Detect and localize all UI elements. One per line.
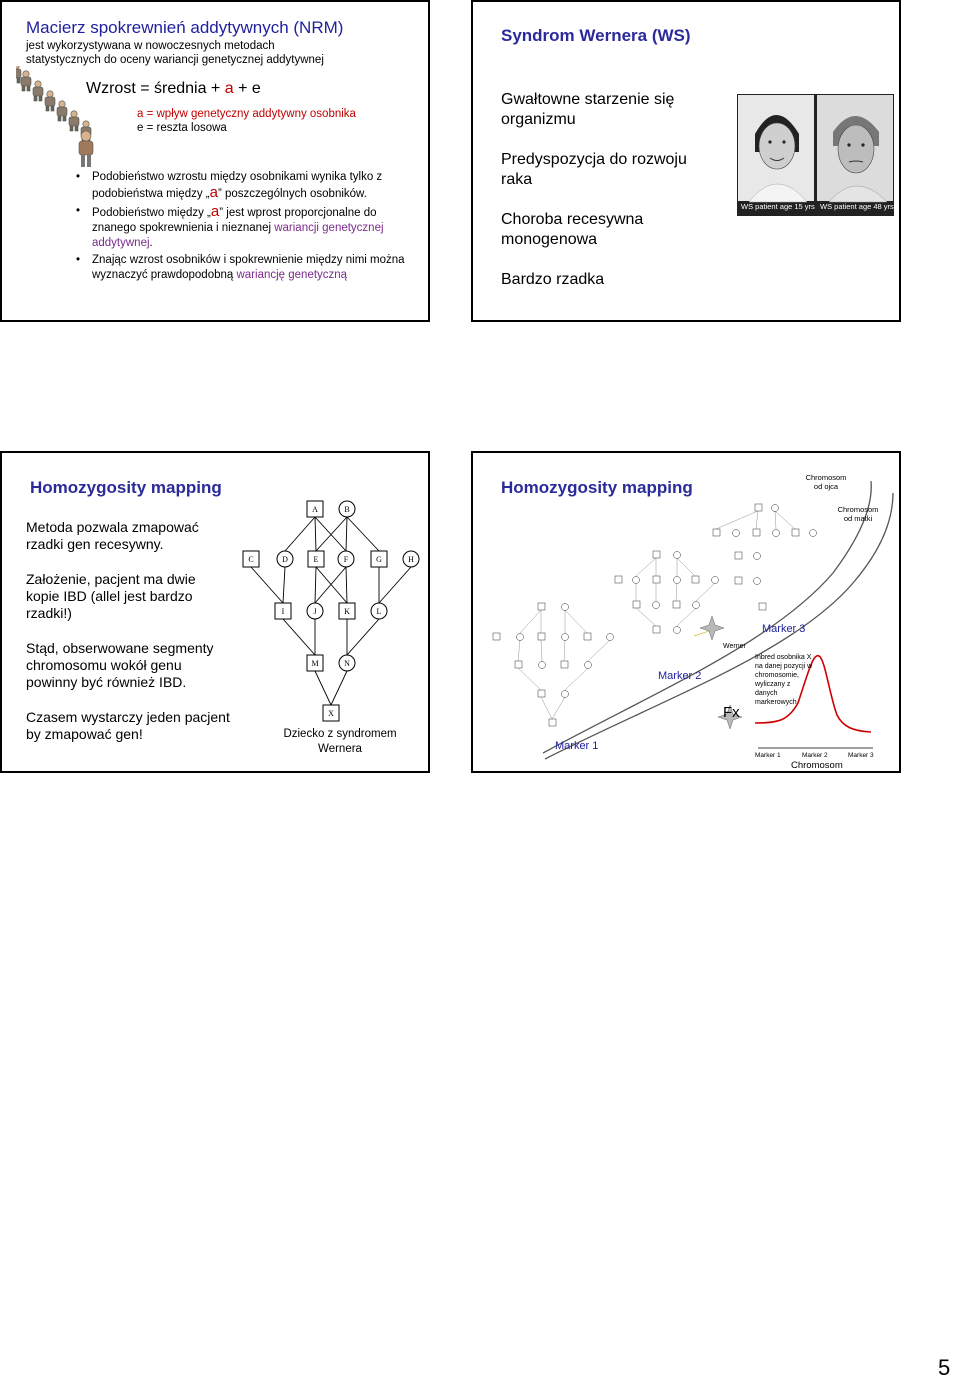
slide1-title: Macierz spokrewnień addytywnych (NRM) [26, 18, 344, 37]
fx-axis-marker-1: Marker 1 [755, 752, 781, 759]
def-e: e = reszta losowa [137, 122, 227, 134]
fx-label: Fx [723, 704, 740, 721]
slide3-title: Homozygosity mapping [30, 478, 222, 497]
chromosome-father-curve [543, 481, 871, 753]
label-c: C [248, 555, 254, 564]
label-l: L [376, 607, 382, 616]
slide3-p4: Czasem wystarczy jeden pacjent by zmapować gen! [26, 709, 230, 742]
formula-right: + e [233, 80, 261, 97]
chrom-mother-label: Chromosom od matki [837, 505, 879, 523]
formula [86, 80, 261, 98]
inbred-note: Inbred osobnika X na danej pozycji w chromosomie, wyliczany z danych markerowych [755, 654, 813, 706]
homozygosity-diagram [473, 453, 901, 773]
formula-left: Wzrost = średnia + [86, 80, 225, 97]
label-h: H [408, 555, 414, 564]
label-j: J [313, 607, 317, 616]
label-b: B [344, 505, 350, 514]
pedigree-caption: Dziecko z syndromem Wernera [283, 728, 397, 755]
marker-1-label: Marker 1 [555, 740, 599, 752]
slide3-p1: Metoda pozwala zmapować rzadki gen recesywny. [26, 519, 199, 552]
page-number: 5 [938, 1355, 951, 1380]
label-d: D [282, 555, 288, 564]
slide4-title: Homozygosity mapping [501, 478, 693, 497]
werner-label: Werner [723, 643, 746, 650]
slide1-subtitle-2: statystycznych do oceny wariancji genetycznej addytywnej [26, 54, 324, 66]
slide-homozygosity-1 [0, 451, 430, 773]
label-m: M [311, 659, 319, 668]
slide-werner-syndrome [471, 0, 901, 322]
ws-item-2: Predyspozycja do rozwoju raka [501, 151, 687, 188]
formula-a: a [224, 80, 234, 97]
bullet-3: • Znając wzrost osobników i spokrewnienie między nimi można wyznaczyć prawdopodobną wariancję genetyczną [76, 253, 416, 283]
fx-axis-marker-2: Marker 2 [802, 752, 828, 759]
patient-photos-image [737, 94, 894, 216]
photo-caption-left: WS patient age 15 yrs [741, 202, 815, 211]
photo-caption-right: WS patient age 48 yrs [820, 202, 894, 211]
ws-item-1: Gwałtowne starzenie się organizmu [501, 91, 675, 128]
ws-item-4: Bardzo rzadka [501, 271, 605, 288]
slide-nrm [0, 0, 430, 322]
label-g: G [376, 555, 382, 564]
marker-3-label: Marker 3 [762, 623, 806, 635]
label-e: E [313, 555, 319, 564]
label-i: I [281, 607, 285, 616]
slide3-p3: Stąd, obserwowane segmenty chromosomu wokół genu powinny być również IBD. [26, 640, 214, 690]
patient-photos [737, 94, 894, 216]
label-f: F [343, 555, 349, 564]
label-x: X [328, 709, 334, 718]
slide-homozygosity-2 [471, 451, 901, 773]
slide2-title: Syndrom Wernera (WS) [501, 26, 691, 45]
slide3-p2: Założenie, pacjent ma dwie kopie IBD (allel jest bardzo rzadki!) [26, 571, 196, 621]
fx-axis-label: Chromosom [791, 760, 843, 771]
label-a: A [312, 505, 318, 514]
slide1-bullets [76, 170, 416, 283]
werner-star-icon [700, 616, 724, 640]
label-n: N [344, 659, 350, 668]
label-k: K [344, 607, 350, 616]
pedigree-diagram [232, 493, 427, 723]
bullet-1: • Podobieństwo wzrostu między osobnikami wynika tylko z podobieństwa między „a” poszczególnych osobników. [76, 170, 416, 202]
bullet-2: • Podobieństwo między „a” jest wprost proporcjonalne do znanego spokrewnienia i nieznanej wariancji genetycznej addytywnej. [76, 204, 416, 251]
slide1-subtitle-1: jest wykorzystywana w nowoczesnych metodach [26, 40, 275, 52]
fx-axis-marker-3: Marker 3 [848, 752, 874, 759]
chrom-father-label: Chromosom od ojca [805, 473, 847, 491]
ws-item-3: Choroba recesywna monogenowa [501, 211, 644, 248]
def-a: a = wpływ genetyczny addytywny osobnika [137, 108, 356, 120]
marker-2-label: Marker 2 [658, 670, 702, 682]
